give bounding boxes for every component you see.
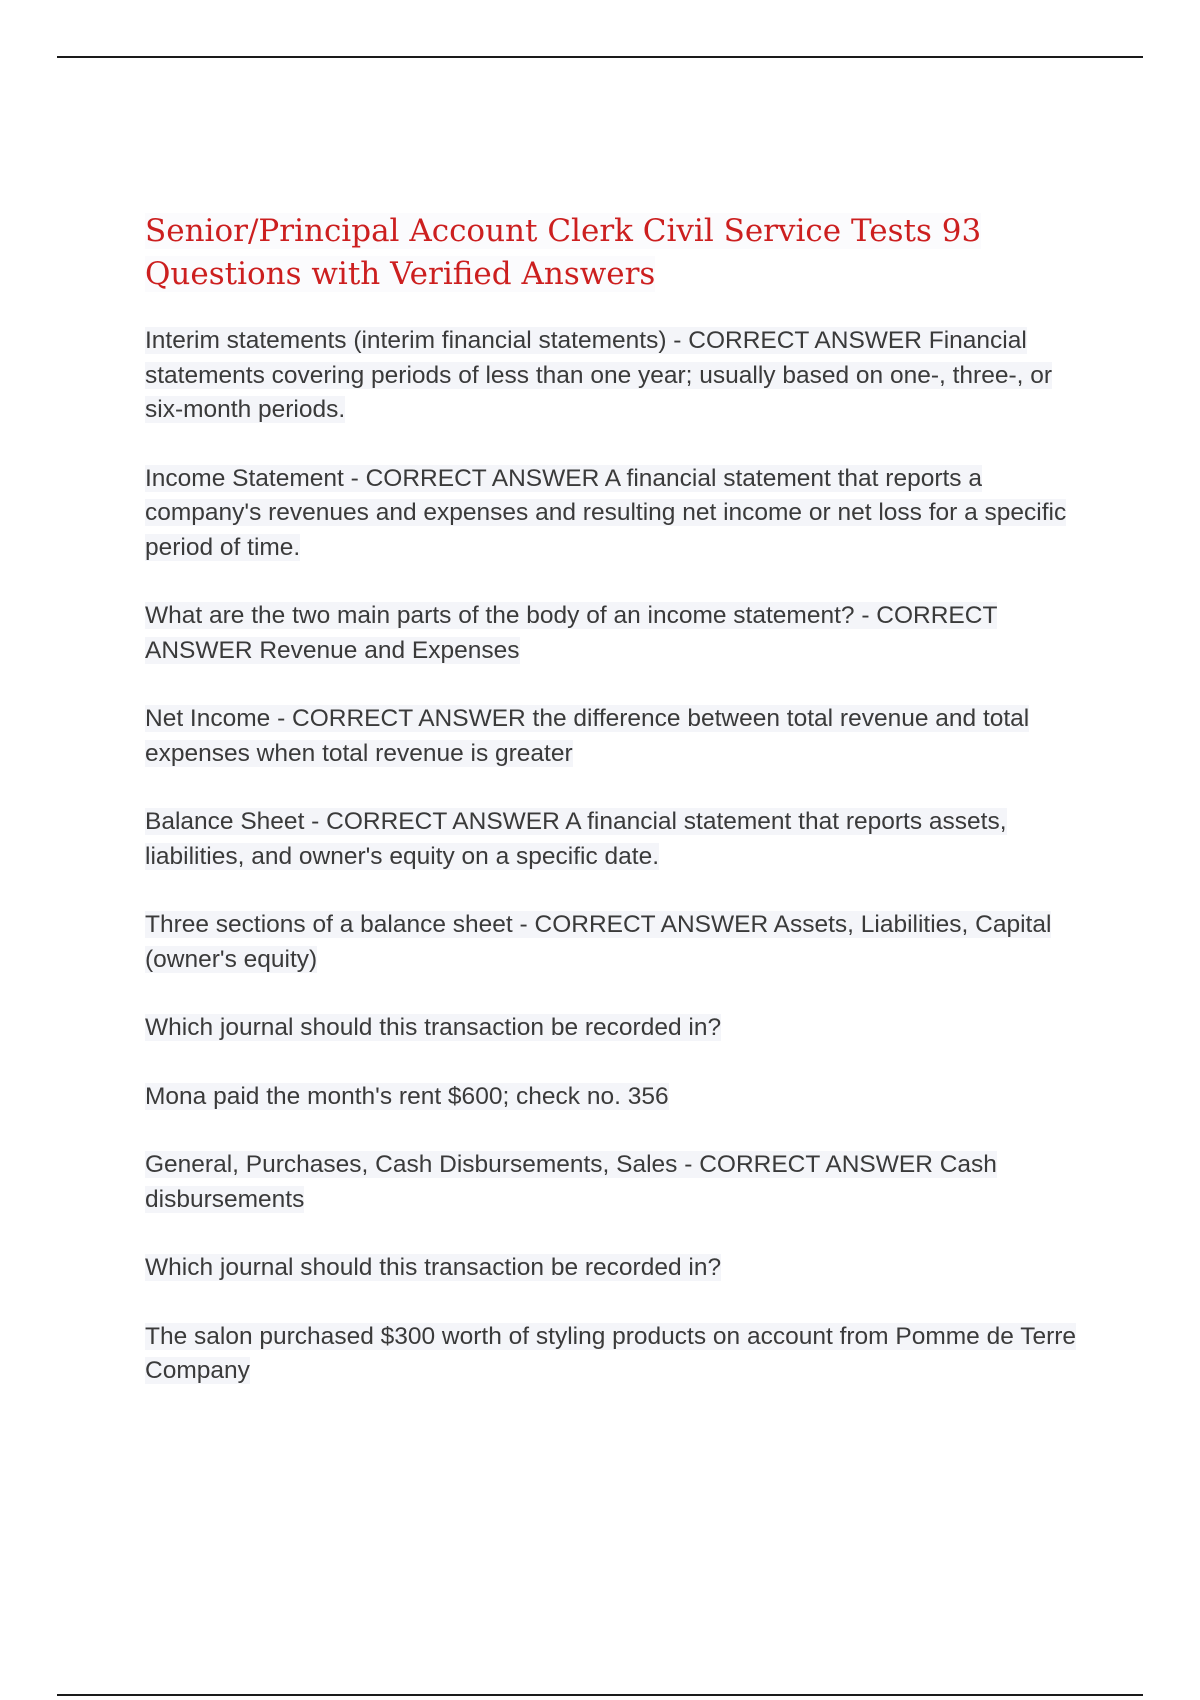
qa-entry: General, Purchases, Cash Disbursements, Sales - CORRECT ANSWER Cash disbursements [145,1151,997,1213]
question-line: Which journal should this transaction be recorded in? [145,1254,722,1281]
transaction-line: Mona paid the month's rent $600; check no. 356 [145,1082,669,1110]
qa-entry: Interim statements (interim financial statements) - CORRECT ANSWER Financial statements covering periods of less than one year; usually based on one-, three-, or six-month periods. [145,327,1053,423]
qa-entry: Three sections of a balance sheet - CORRECT ANSWER Assets, Liabilities, Capital (owner's equity) [145,911,1052,973]
question-line: Which journal should this transaction be recorded in? [145,1014,722,1041]
qa-entry: Income Statement - CORRECT ANSWER A financial statement that reports a company's revenues and expenses and resulting net income or net loss for a specific period of time. [145,464,1067,561]
document-title: Senior/Principal Account Clerk Civil Service Tests 93 Questions with Verified Answers [145,213,982,292]
footer-rule [57,1694,1143,1696]
document-body [145,210,1085,1423]
qa-entry: Net Income - CORRECT ANSWER the difference between total revenue and total expenses when total revenue is greater [145,705,1030,767]
transaction-line: The salon purchased $300 worth of styling products on account from Pomme de Terre Company [145,1322,1077,1384]
qa-entry: Balance Sheet - CORRECT ANSWER A financial statement that reports assets, liabilities, and owner's equity on a specific date. [145,808,1007,870]
qa-entry: What are the two main parts of the body of an income statement? - CORRECT ANSWER Revenue and Expenses [145,602,998,664]
header-rule [57,56,1143,58]
